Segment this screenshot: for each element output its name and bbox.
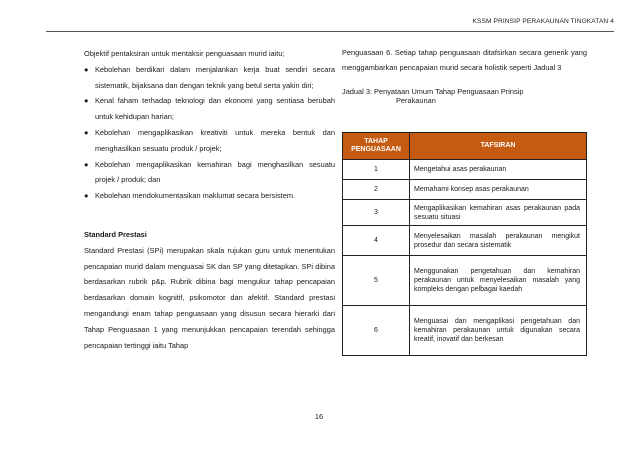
level-cell: 5 — [343, 256, 410, 306]
running-header: KSSM PRINSIP PERAKAUNAN TINGKATAN 4 — [472, 18, 614, 25]
bullet-icon: ● — [84, 96, 89, 106]
list-item — [84, 93, 335, 125]
level-cell: 3 — [343, 200, 410, 226]
table-row — [343, 306, 587, 356]
right-intro-paragraph: Penguasaan 6. Setiap tahap penguasaan ditafsirkan secara generik yang menggambarkan pencapaian murid secara holistik seperti Jadual 3 — [342, 48, 587, 72]
bullet-icon: ● — [84, 191, 89, 201]
list-item — [84, 125, 335, 157]
header-level-line-2: PENGUASAAN — [351, 146, 401, 153]
table-caption — [342, 87, 587, 105]
list-item — [84, 62, 335, 94]
left-column — [84, 46, 335, 353]
table-row — [343, 180, 587, 200]
mastery-level-table — [342, 132, 587, 356]
objective-intro: Objektif pentaksiran untuk mentaksir penguasaan murid iaitu; — [84, 49, 285, 58]
interpretation-cell: Menyelesaikan masalah perakaunan mengikut prosedur dan secara sistematik — [410, 226, 587, 256]
bullet-icon: ● — [84, 159, 89, 169]
table-caption-line-1: Jadual 3: Penyataan Umum Tahap Penguasaan Prinsip — [342, 87, 524, 96]
list-item-text: Kebolehan berdikari dalam menjalankan kerja buat sendiri secara sistematik, bijaksana dan dengan teknik yang betul serta yakin diri; — [95, 64, 335, 90]
table-row — [343, 256, 587, 306]
level-cell: 2 — [343, 180, 410, 200]
list-item-text: Kebolehan mengaplikasikan kreativiti untuk mereka bentuk dan menghasilkan sesuatu produk / projek; — [95, 127, 335, 153]
level-cell: 6 — [343, 306, 410, 356]
standard-prestasi-paragraph: Standard Prestasi (SPi) merupakan skala rujukan guru untuk menentukan pencapaian murid dalam menguasai SK dan SP yang ditetapkan. SPi dibina berdasarkan rubrik p&p. Rubrik dibina bagi mengukur tahap pencapaian berdasarkan domain kognitif, psikomotor dan afektif. Standard prestasi mengandungi enam tahap penguasaan yang disusun secara hierarki dari Tahap Penguasaan 1 yang menunjukkan pencapaian terendah sehingga pencapaian tertinggi iaitu Tahap — [84, 245, 335, 350]
section-heading: Standard Prestasi — [84, 229, 147, 239]
header-level — [343, 133, 410, 160]
table-row — [343, 160, 587, 180]
interpretation-cell: Mengetahui asas perakaunan — [410, 160, 587, 180]
right-column — [342, 46, 587, 105]
list-item-text: Kebolehan mendokumentasikan maklumat secara bersistem. — [95, 191, 296, 201]
list-item-text: Kebolehan mengaplikasikan kemahiran bagi menghasilkan sesuatu projek / produk; dan — [95, 159, 335, 185]
header-divider — [46, 31, 614, 32]
interpretation-cell: Memahami konsep asas perakaunan — [410, 180, 587, 200]
header-level-line-1: TAHAP — [364, 138, 388, 145]
bullet-icon: ● — [84, 127, 89, 137]
objective-list — [84, 62, 335, 204]
list-item — [84, 188, 335, 204]
page-number: 16 — [314, 412, 324, 421]
level-cell: 1 — [343, 160, 410, 180]
table-row — [343, 226, 587, 256]
interpretation-cell: Menguasai dan mengaplikasi pengetahuan dan kemahiran perakaunan untuk digunakan secara kreatif, inovatif dan berkesan — [410, 306, 587, 356]
interpretation-cell: Menggunakan pengetahuan dan kemahiran perakaunan untuk menyelesaikan masalah yang kompleks dengan pelbagai kaedah — [410, 256, 587, 306]
list-item — [84, 157, 335, 189]
bullet-icon: ● — [84, 64, 89, 74]
table-caption-line-2: Perakaunan — [396, 96, 436, 105]
level-cell: 4 — [343, 226, 410, 256]
table-header-row — [343, 133, 587, 160]
list-item-text: Kenal faham terhadap teknologi dan ekonomi yang sentiasa berubah untuk kehidupan harian; — [95, 96, 335, 122]
table-row — [343, 200, 587, 226]
header-interpretation: TAFSIRAN — [410, 133, 587, 160]
interpretation-cell: Mengaplikasikan kemahiran asas perakaunan pada sesuatu situasi — [410, 200, 587, 226]
